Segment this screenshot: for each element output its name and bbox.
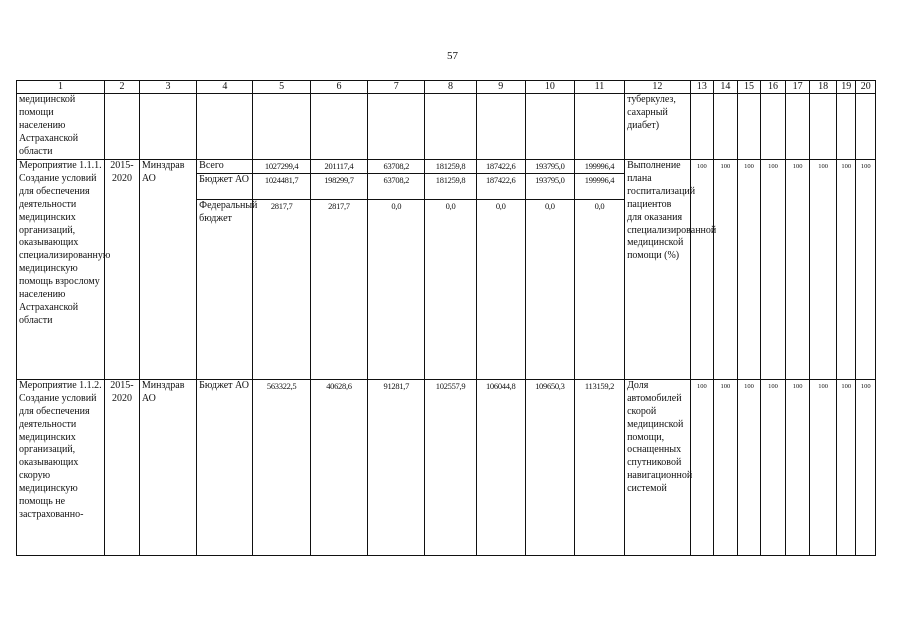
amount-cell: 63708,2 — [368, 160, 425, 174]
header-cell: 4 — [197, 81, 253, 94]
target-cell: 100 — [785, 160, 810, 380]
header-cell: 6 — [310, 81, 367, 94]
table-row — [17, 160, 876, 174]
funding-source: Бюджет АО — [197, 173, 253, 199]
header-cell: 18 — [810, 81, 837, 94]
amount-cell: 187422,6 — [476, 160, 525, 174]
funding-source: Всего — [197, 160, 253, 174]
amount-cell: 0,0 — [525, 199, 574, 379]
target-cell: 100 — [761, 160, 786, 380]
amount-cell: 2817,7 — [310, 199, 367, 379]
activity-name: медицинской помощи населению Астраханской области — [17, 94, 105, 160]
indicator-name: туберкулез, сахарный диабет) — [625, 94, 691, 160]
amount-cell: 198299,7 — [310, 173, 367, 199]
header-cell: 3 — [139, 81, 196, 94]
table-row — [17, 379, 876, 555]
header-cell: 12 — [625, 81, 691, 94]
header-row — [17, 81, 876, 94]
program-table — [16, 80, 876, 556]
header-cell: 20 — [856, 81, 876, 94]
amount-cell: 181259,8 — [425, 160, 476, 174]
header-cell: 9 — [476, 81, 525, 94]
amount-cell: 0,0 — [425, 199, 476, 379]
header-cell: 17 — [785, 81, 810, 94]
amount-cell: 63708,2 — [368, 173, 425, 199]
funding-source: Бюджет АО — [197, 379, 253, 555]
header-cell: 7 — [368, 81, 425, 94]
header-cell: 8 — [425, 81, 476, 94]
period: 2015-2020 — [105, 160, 140, 380]
continuation-row — [17, 94, 876, 160]
amount-cell: 563322,5 — [253, 379, 310, 555]
amount-cell: 0,0 — [574, 199, 624, 379]
target-cell: 100 — [836, 379, 855, 555]
header-cell: 10 — [525, 81, 574, 94]
amount-cell: 193795,0 — [525, 160, 574, 174]
activity-name: Мероприятие 1.1.2. Создание условий для обеспечения деятельности медицинских организаций, оказывающих скорую медицинскую помощь не застрахованно- — [17, 379, 105, 555]
amount-cell: 40628,6 — [310, 379, 367, 555]
amount-cell: 1027299,4 — [253, 160, 310, 174]
header-cell: 1 — [17, 81, 105, 94]
amount-cell: 109650,3 — [525, 379, 574, 555]
target-cell: 100 — [836, 160, 855, 380]
header-cell: 5 — [253, 81, 310, 94]
amount-cell: 2817,7 — [253, 199, 310, 379]
target-cell: 100 — [690, 379, 714, 555]
amount-cell: 0,0 — [476, 199, 525, 379]
header-cell: 13 — [690, 81, 714, 94]
target-cell: 100 — [737, 160, 761, 380]
header-cell: 14 — [714, 81, 738, 94]
target-cell: 100 — [785, 379, 810, 555]
amount-cell: 181259,8 — [425, 173, 476, 199]
header-cell: 15 — [737, 81, 761, 94]
header-cell: 11 — [574, 81, 624, 94]
amount-cell: 102557,9 — [425, 379, 476, 555]
activity-name: Мероприятие 1.1.1. Создание условий для обеспечения деятельности медицинских организаций, оказывающих специализированную медицинскую помощь взрослому населению Астраханской области — [17, 160, 105, 380]
target-cell: 100 — [856, 379, 876, 555]
target-cell: 100 — [690, 160, 714, 380]
indicator-name: Выполнение плана госпитализаций пациентов для оказания специализированной медицинской помощи (%) — [625, 160, 691, 380]
period: 2015-2020 — [105, 379, 140, 555]
target-cell: 100 — [810, 160, 837, 380]
target-cell: 100 — [761, 379, 786, 555]
amount-cell: 187422,6 — [476, 173, 525, 199]
header-cell: 19 — [836, 81, 855, 94]
amount-cell: 106044,8 — [476, 379, 525, 555]
indicator-name: Доля автомобилей скорой медицинской помощи, оснащенных спутниковой навигационной системой — [625, 379, 691, 555]
header-cell: 2 — [105, 81, 140, 94]
target-cell: 100 — [714, 379, 738, 555]
executor: Минздрав АО — [139, 160, 196, 380]
amount-cell: 91281,7 — [368, 379, 425, 555]
amount-cell: 0,0 — [368, 199, 425, 379]
amount-cell: 113159,2 — [574, 379, 624, 555]
target-cell: 100 — [810, 379, 837, 555]
funding-source: Федеральный бюджет — [197, 199, 253, 379]
target-cell: 100 — [737, 379, 761, 555]
amount-cell: 201117,4 — [310, 160, 367, 174]
amount-cell: 199996,4 — [574, 160, 624, 174]
target-cell: 100 — [856, 160, 876, 380]
page-number: 57 — [447, 50, 458, 62]
executor: Минздрав АО — [139, 379, 196, 555]
header-cell: 16 — [761, 81, 786, 94]
amount-cell: 1024481,7 — [253, 173, 310, 199]
amount-cell: 193795,0 — [525, 173, 574, 199]
target-cell: 100 — [714, 160, 738, 380]
amount-cell: 199996,4 — [574, 173, 624, 199]
